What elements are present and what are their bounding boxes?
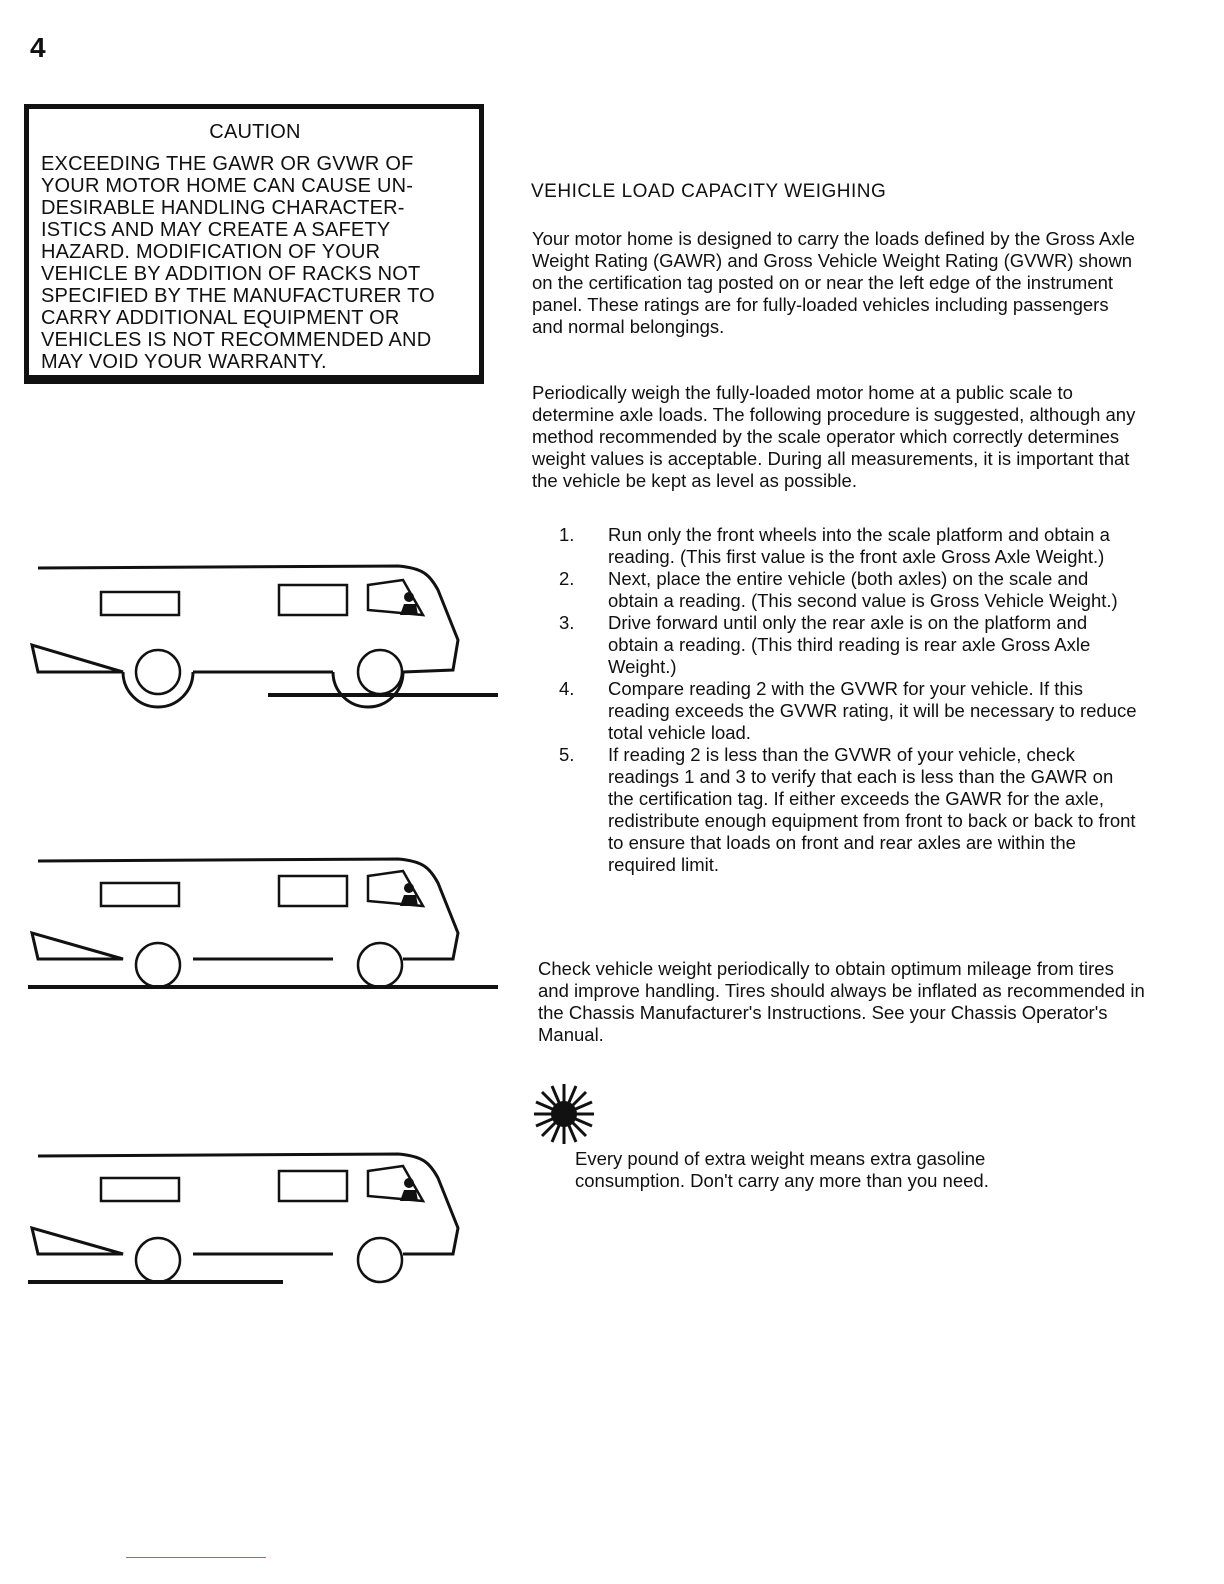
caution-box	[24, 104, 484, 384]
footer-rule	[126, 1557, 266, 1558]
step-number: 2.	[559, 568, 575, 589]
rv-rear-axle-on-scale	[28, 1148, 503, 1298]
driver-icon	[404, 883, 414, 893]
step-item	[532, 612, 1142, 678]
step-number: 1.	[559, 524, 575, 545]
driver-icon	[404, 1178, 414, 1188]
front-wheel	[358, 1238, 402, 1282]
front-wheel	[358, 943, 402, 987]
driver-body	[400, 1190, 418, 1201]
caution-text: EXCEEDING THE GAWR OR GVWR OF YOUR MOTOR HOME CAN CAUSE UN- DESIRABLE HANDLING CHARACTER- ISTICS AND MAY CREATE A SAFETY HAZARD. MODIFICATION OF YOUR VEHICLE BY ADDITION OF RACKS NOT SPECIFIED BY THE MANUFACTURER TO CARRY ADDITIONAL EQUIPMENT OR VEHICLES IS NOT RECOMMENDED AND MAY VOID YOUR WARRANTY.	[41, 153, 435, 373]
section-title: VEHICLE LOAD CAPACITY WEIGHING	[531, 181, 887, 202]
rv-both-axles-on-scale	[28, 853, 503, 1003]
side-window	[279, 1171, 347, 1201]
step-number: 4.	[559, 678, 575, 699]
step-text: Compare reading 2 with the GVWR for your vehicle. If this reading exceeds the GVWR rating, it will be necessary to reduce total vehicle load.	[608, 678, 1137, 743]
step-text: Next, place the entire vehicle (both axles) on the scale and obtain a reading. (This second value is Gross Vehicle Weight.)	[608, 568, 1118, 611]
step-number: 5.	[559, 744, 575, 765]
driver-body	[400, 895, 418, 906]
rear-wheel	[136, 1238, 180, 1282]
side-window	[279, 585, 347, 615]
side-window	[101, 592, 179, 615]
rv-front-axle-on-scale	[28, 560, 503, 710]
step-text: If reading 2 is less than the GVWR of your vehicle, check readings 1 and 3 to verify that each is less than the GAWR on the certification tag. If either exceeds the GAWR for the axle, redistribute enough equipment from front to back or back to front to ensure that loads on front and rear axles are within the required limit.	[608, 744, 1136, 875]
driver-icon	[404, 592, 414, 602]
caution-title: CAUTION	[209, 121, 301, 143]
tip-text: Every pound of extra weight means extra gasoline consumption. Don't carry any more than you need.	[575, 1148, 989, 1191]
closing-paragraph: Check vehicle weight periodically to obtain optimum mileage from tires and improve handling. Tires should always be inflated as recommended in the Chassis Manufacturer's Instructions. See your Chassis Operator's Manual.	[538, 958, 1145, 1045]
step-number: 3.	[559, 612, 575, 633]
side-window	[101, 1178, 179, 1201]
step-item	[532, 568, 1142, 612]
side-window	[101, 883, 179, 906]
step-text: Drive forward until only the rear axle is on the platform and obtain a reading. (This third reading is rear axle Gross Axle Weight.)	[608, 612, 1091, 677]
page-number: 4	[30, 32, 46, 63]
side-window	[279, 876, 347, 906]
driver-body	[400, 604, 418, 615]
step-text: Run only the front wheels into the scale platform and obtain a reading. (This first value is the front axle Gross Axle Weight.)	[608, 524, 1110, 567]
intro-paragraph: Your motor home is designed to carry the loads defined by the Gross Axle Weight Rating (GAWR) and Gross Vehicle Weight Rating (GVWR) shown on the certification tag posted on or near the left edge of the instrument panel. These ratings are for fully-loaded vehicles including passengers and normal belongings.	[532, 228, 1135, 337]
procedure-intro-paragraph: Periodically weigh the fully-loaded motor home at a public scale to determine axle loads. The following procedure is suggested, although any method recommended by the scale operator which correctly determines weight values is acceptable. During all measurements, it is important that the vehicle be kept as level as possible.	[532, 382, 1136, 491]
starburst-icon	[532, 1082, 596, 1146]
procedure-steps	[532, 524, 1142, 876]
step-item	[532, 744, 1142, 876]
rear-wheel	[136, 943, 180, 987]
step-item	[532, 678, 1142, 744]
step-item	[532, 524, 1142, 568]
